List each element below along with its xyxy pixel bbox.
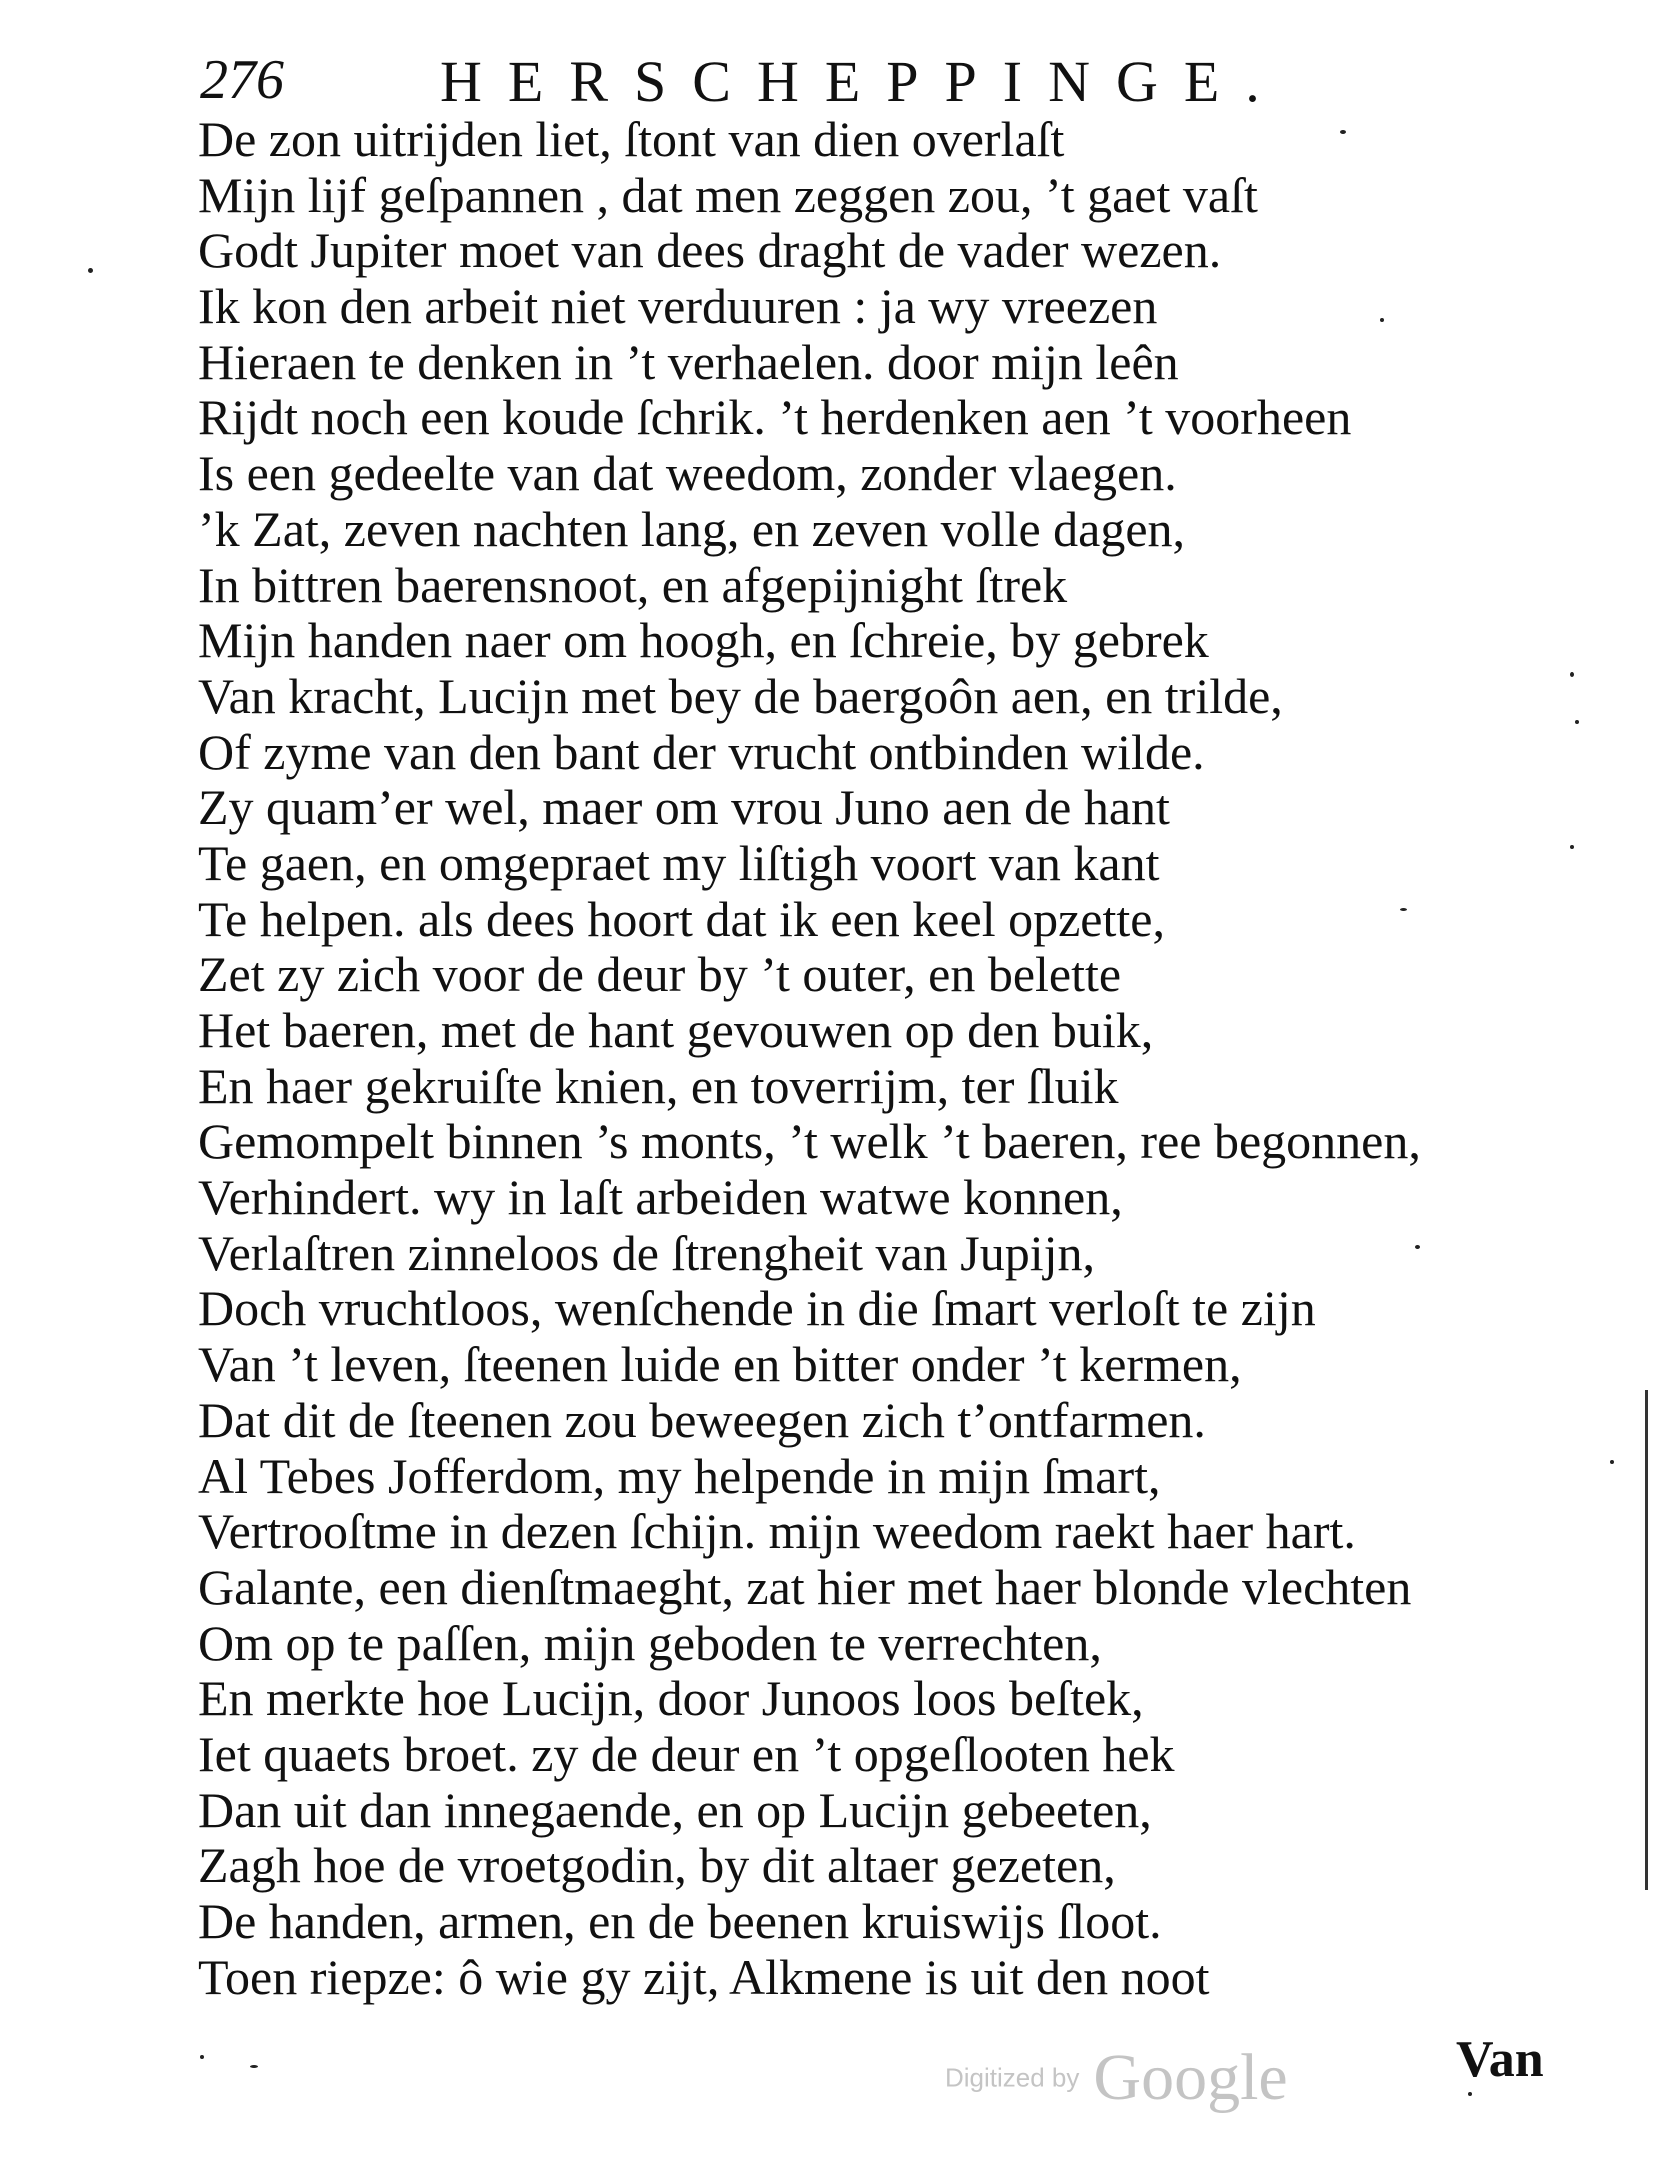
verse-line: Rijdt noch een koude ſchrik. ’t herdenken aen ’t voorheen xyxy=(198,389,1352,446)
scan-speck xyxy=(1570,845,1574,849)
verse-line: Zet zy zich voor de deur by ’t outer, en belette xyxy=(198,946,1122,1003)
verse-line: Al Tebes Jofferdom, my helpende in mijn ſmart, xyxy=(198,1447,1161,1504)
scan-speck xyxy=(1400,908,1407,911)
scan-edge-line xyxy=(1645,1390,1648,1890)
scan-speck xyxy=(88,268,93,273)
verse-line: Verlaſtren zinneloos de ſtrengheit van Jupijn, xyxy=(198,1224,1095,1281)
scan-speck xyxy=(1610,1460,1614,1464)
verse-line: ’k Zat, zeven nachten lang, en zeven volle dagen, xyxy=(198,500,1186,557)
google-logo: Google xyxy=(1093,2041,1288,2114)
scan-speck xyxy=(1380,318,1384,322)
scan-speck xyxy=(1575,720,1579,724)
verse-line: Het baeren, met de hant gevouwen op den buik, xyxy=(198,1002,1154,1058)
scan-speck xyxy=(1570,672,1574,677)
verse-line: In bittren baerensnoot, en afgepijnight ſtrek xyxy=(198,556,1068,613)
verse-line: Zagh hoe de vroetgodin, by dit altaer gezeten, xyxy=(198,1837,1116,1894)
watermark-prefix: Digitized by xyxy=(945,2062,1080,2093)
verse-line: De zon uitrijden liet, ſtont van dien overlaſt xyxy=(198,111,1065,167)
verse-line: En merkte hoe Lucijn, door Junoos loos beſtek, xyxy=(198,1670,1144,1727)
verse-line: Ik kon den arbeit niet verduuren : ja wy vreezen xyxy=(198,278,1158,335)
verse-line: Om op te paſſen, mijn geboden te verrechten, xyxy=(198,1614,1102,1671)
catchword: Van xyxy=(1456,2031,1544,2088)
verse-line: De handen, armen, en de beenen kruiswijs ſloot. xyxy=(198,1893,1162,1949)
verse-line: Mijn lijf geſpannen , dat men zeggen zou, ’t gaet vaſt xyxy=(198,166,1258,223)
verse-line: Te gaen, en omgepraet my liſtigh voort van kant xyxy=(198,834,1160,891)
scan-speck xyxy=(1415,1245,1420,1249)
verse-line: Te helpen. als dees hoort dat ik een keel opzette, xyxy=(198,890,1165,947)
verse-line: Zy quam’er wel, maer om vrou Juno aen de hant xyxy=(198,779,1170,836)
scan-speck xyxy=(1468,2092,1472,2096)
verse-line: Doch vruchtloos, wenſchende in die ſmart verloſt te zijn xyxy=(198,1280,1316,1337)
verse-line: Van ’t leven, ſteenen luide en bitter onder ’t kermen, xyxy=(198,1336,1242,1393)
verse-line: Mijn handen naer om hoogh, en ſchreie, by gebrek xyxy=(198,612,1209,669)
digitization-watermark xyxy=(945,2040,1288,2116)
verse-line: Galante, een dienſtmaeght, zat hier met haer blonde vlechten xyxy=(198,1558,1412,1615)
verse-line: Vertrooſtme in dezen ſchijn. mijn weedom raekt haer hart. xyxy=(198,1503,1356,1560)
scan-speck xyxy=(200,2055,204,2059)
scan-speck xyxy=(250,2065,258,2068)
scan-speck xyxy=(1340,130,1346,134)
running-head: HERSCHEPPINGE. xyxy=(440,49,1286,114)
verse-line: Toen riepze: ô wie gy zijt, Alkmene is uit den noot xyxy=(198,1948,1210,2005)
verse-block xyxy=(198,112,1578,2005)
verse-line: En haer gekruiſte knien, en toverrijm, ter ſluik xyxy=(198,1057,1119,1114)
verse-line: Is een gedeelte van dat weedom, zonder vlaegen. xyxy=(198,445,1177,502)
verse-line: Hieraen te denken in ’t verhaelen. door mijn leên xyxy=(198,333,1179,390)
verse-line: Van kracht, Lucijn met bey de baergoôn aen, en trilde, xyxy=(198,667,1283,724)
verse-line: Verhindert. wy in laſt arbeiden watwe konnen, xyxy=(198,1169,1123,1226)
page-number: 276 xyxy=(200,49,284,111)
verse-line: Gemompelt binnen ’s monts, ’t welk ’t baeren, ree begonnen, xyxy=(198,1113,1421,1170)
verse-line: Godt Jupiter moet van dees draght de vader wezen. xyxy=(198,222,1222,279)
verse-line: Dan uit dan innegaende, en op Lucijn gebeeten, xyxy=(198,1781,1152,1838)
verse-line: Dat dit de ſteenen zou beweegen zich t’ontfarmen. xyxy=(198,1391,1206,1448)
verse-line: Iet quaets broet. zy de deur en ’t opgeſlooten hek xyxy=(198,1725,1175,1782)
verse-line: Of zyme van den bant der vrucht ontbinden wilde. xyxy=(198,723,1205,780)
